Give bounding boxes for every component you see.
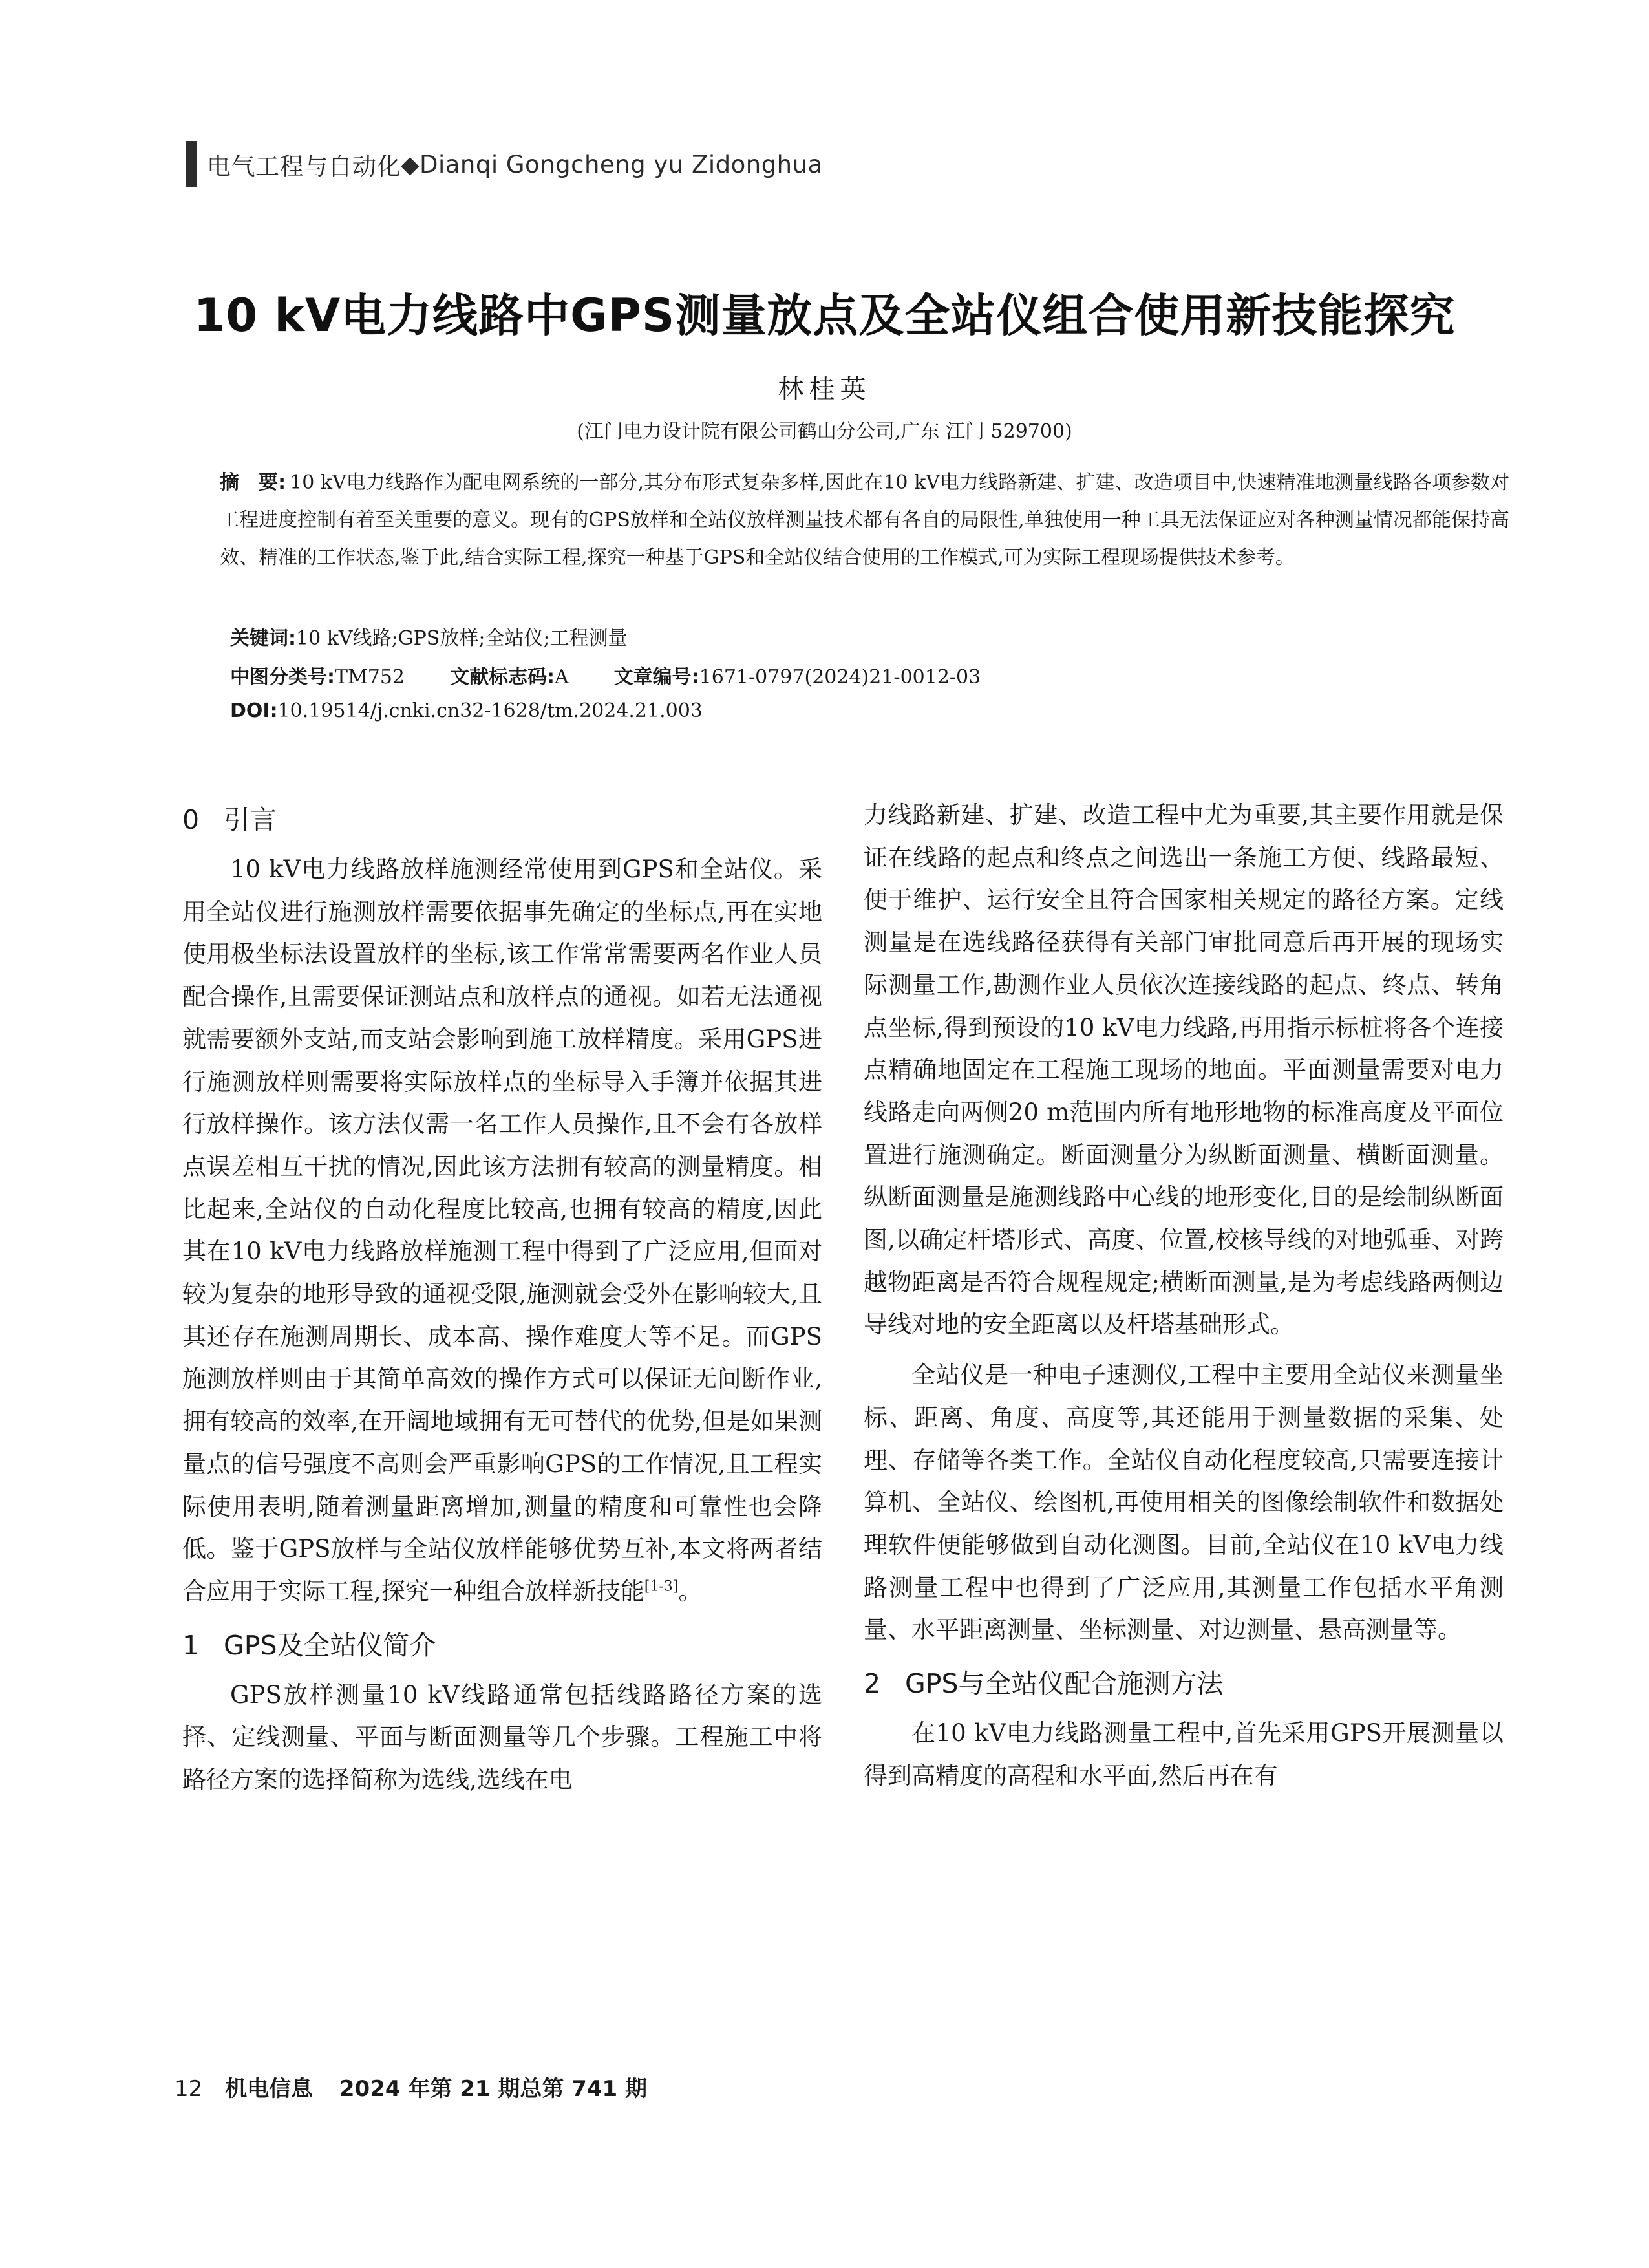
header-bar: [186, 141, 197, 187]
page-footer: [175, 2071, 647, 2102]
clc-value: TM752: [335, 666, 405, 689]
right-column: [864, 794, 1504, 1797]
header-separator: ◆: [401, 150, 420, 178]
keywords: [230, 622, 628, 650]
paragraph: 力线路新建、扩建、改造工程中尤为重要,其主要作用就是保证在线路的起点和终点之间选出一条施工方便、线路最短、便于维护、运行安全且符合国家相关规定的路径方案。定线测量是在选线路径获得有关部门审批同意后再开展的现场实际测量工作,勘测作业人员依次连接线路的起点、终点、转角点坐标,得到预设的10 kV电力线路,再用指示标桩将各个连接点精确地固定在工程施工现场的地面。平面测量需要对电力线路走向两侧20 m范围内所有地形地物的标准高度及平面位置进行施测确定。断面测量分为纵断面测量、横断面测量。纵断面测量是施测线路中心线的地形变化,目的是绘制纵断面图,以确定杆塔形式、高度、位置,校核导线的对地弧垂、对跨越物距离是否符合规程规定;横断面测量,是为考虑线路两侧边导线对地的安全距离以及杆塔基础形式。: [864, 801, 1504, 1339]
section-number: 0: [182, 804, 200, 835]
doi-value: 10.19514/j.cnki.cn32-1628/tm.2024.21.003: [277, 700, 703, 722]
journal-name-pinyin: Dianqi Gongcheng yu Zidonghua: [419, 150, 823, 178]
footer-issue: 2024 年第 21 期总第 741 期: [339, 2076, 647, 2102]
doc-code-label: 文献标志码:: [450, 666, 555, 689]
paragraph: 全站仪是一种电子速测仪,工程中主要用全站仪来测量坐标、距离、角度、高度等,其还能用于测量数据的采集、处理、存储等各类工作。全站仪自动化程度较高,只需要连接计算机、全站仪、绘图机,再使用相关的图像绘制软件和数据处理软件便能够做到自动化测图。目前,全站仪在10 kV电力线路测量工程中也得到了广泛应用,其测量工作包括水平角测量、水平距离测量、坐标测量、对边测量、悬高测量等。: [864, 1361, 1504, 1644]
keywords-label: 关键词:: [230, 627, 296, 650]
paragraph: 10 kV电力线路放样施测经常使用到GPS和全站仪。采用全站仪进行施测放样需要依据事先确定的坐标点,再在实地使用极坐标法设置放样的坐标,该工作常常需要两名作业人员配合操作,且需要保证测站点和放样点的通视。如若无法通视就需要额外支站,而支站会影响到施工放样精度。采用GPS进行施测放样则需要将实际放样点的坐标导入手簿并依据其进行放样操作。该方法仅需一名工作人员操作,且不会有各放样点误差相互干扰的情况,因此该方法拥有较高的测量精度。相比起来,全站仪的自动化程度比较高,也拥有较高的精度,因此其在10 kV电力线路放样施测工程中得到了广泛应用,但面对较为复杂的地形导致的通视受限,施测就会受外在影响较大,且其还存在施测周期长、成本高、操作难度大等不足。而GPS施测放样则由于其简单高效的操作方式可以保证无间断作业,拥有较高的效率,在开阔地域拥有无可替代的优势,但是如果测量点的信号强度不高则会严重影响GPS的工作情况,且工程实际使用表明,随着测量距离增加,测量的精度和可靠性也会降低。鉴于GPS放样与全站仪放样能够优势互补,本文将两者结合应用于实际工程,探究一种组合放样新技能[1-3]。: [182, 855, 822, 1605]
section-heading-2: [864, 1659, 1504, 1708]
journal-name-cn: 电气工程与自动化: [207, 153, 401, 180]
section-heading-1: [182, 1621, 822, 1670]
abstract-text: 10 kV电力线路作为配电网系统的一部分,其分布形式复杂多样,因此在10 kV电力线路新建、扩建、改造项目中,快速精准地测量线路各项参数对工程进度控制有着至关重要的意义。现有的GPS放样和全站仪放样测量技术都有各自的局限性,单独使用一种工具无法保证应对各种测量情况都能保持高效、精准的工作状态,鉴于此,结合实际工程,探究一种基于GPS和全站仪结合使用的工作模式,可为实际工程现场提供技术参考。: [220, 471, 1510, 569]
author: 林桂英: [778, 374, 871, 404]
clc-label: 中图分类号:: [230, 666, 335, 689]
article-number-label: 文章编号:: [613, 666, 699, 689]
left-column: [182, 794, 822, 1801]
classification-line: [230, 661, 981, 689]
article-number-value: 1671-0797(2024)21-0012-03: [699, 666, 981, 689]
paragraph: GPS放样测量10 kV线路通常包括线路路径方案的选择、定线测量、平面与断面测量等几个步骤。工程施工中将路径方案的选择简称为选线,选线在电: [182, 1680, 822, 1794]
section-title: GPS及全站仪简介: [224, 1629, 436, 1661]
abstract-label: 摘 要:: [220, 471, 286, 494]
affiliation: (江门电力设计院有限公司鹤山分公司,广东 江门 529700): [577, 420, 1072, 443]
section-number: 2: [864, 1668, 881, 1700]
doi-label: DOI:: [230, 700, 278, 722]
section-title: GPS与全站仪配合施测方法: [905, 1668, 1224, 1700]
doc-code-value: A: [555, 666, 569, 689]
section-title: 引言: [224, 804, 277, 835]
running-header: [186, 142, 823, 186]
citation: [1-3]: [644, 1578, 679, 1595]
abstract: [220, 464, 1509, 577]
section-number: 1: [182, 1629, 200, 1661]
paragraph: 在10 kV电力线路测量工程中,首先采用GPS开展测量以得到高精度的高程和水平面,然后再在有: [864, 1719, 1504, 1790]
page-number: 12: [175, 2076, 203, 2102]
paper-title: 10 kV电力线路中GPS测量放点及全站仪组合使用新技能探究: [193, 289, 1456, 342]
doi-line: [230, 700, 703, 722]
section-heading-0: [182, 795, 822, 844]
footer-journal: 机电信息: [225, 2076, 314, 2102]
keywords-text: 10 kV线路;GPS放样;全站仪;工程测量: [296, 627, 628, 650]
